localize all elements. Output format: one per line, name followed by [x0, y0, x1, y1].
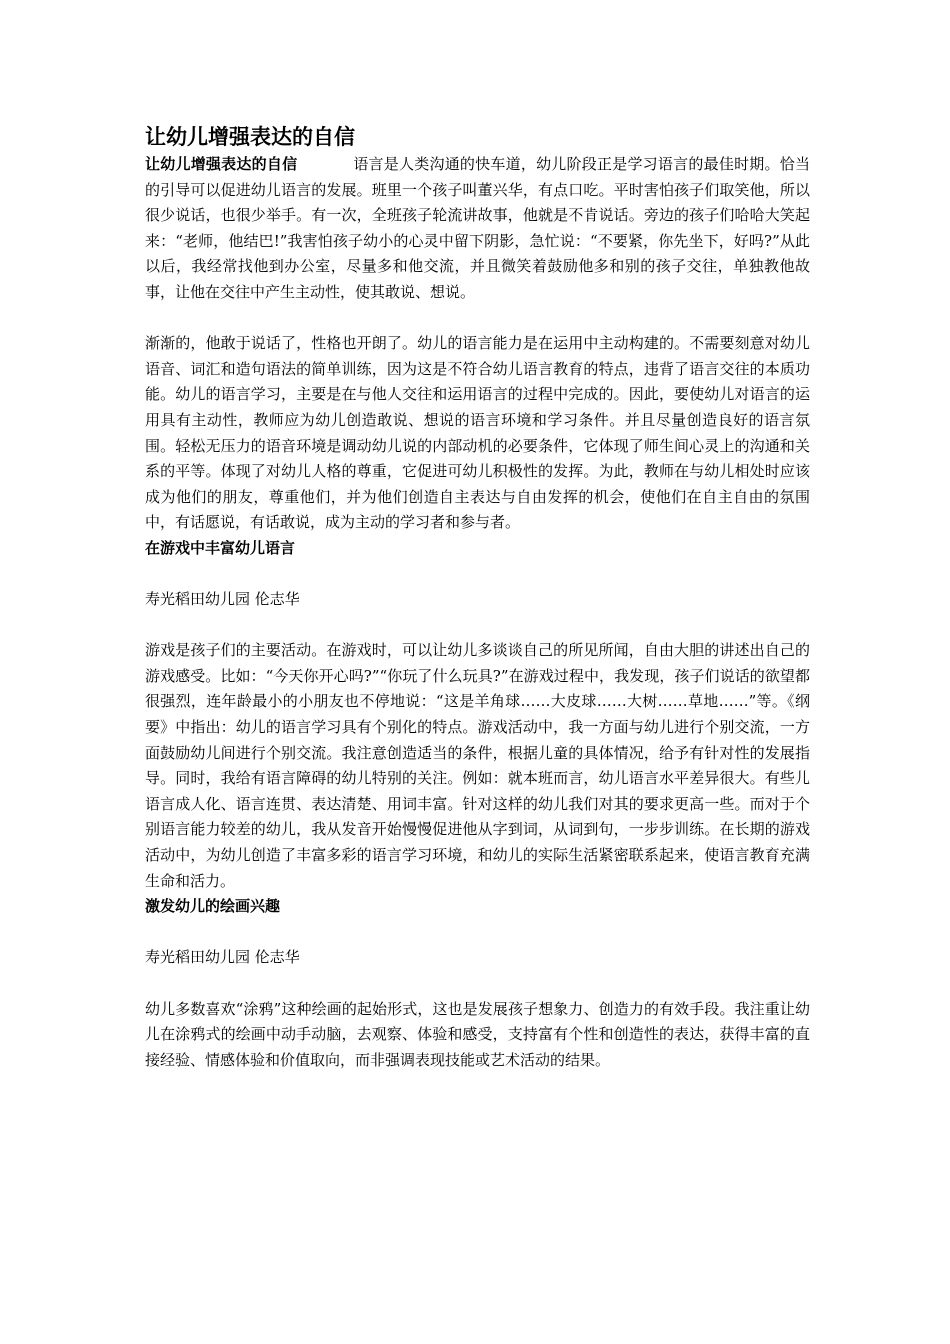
section-author-games: 寿光稻田幼儿园 伦志华: [145, 590, 300, 609]
section-body-drawing: 幼儿多数喜欢“涂鸦”这种绘画的起始形式，这也是发展孩子想象力、创造力的有效手段。我注重让幼儿在涂鸦式的绘画中动手动脑，去观察、体验和感受，支持富有个性和创造性的表达，获得丰富的直接经验、情感体验和价值取向，而非强调表现技能或艺术活动的结果。: [145, 999, 810, 1069]
section-author-drawing: 寿光稻田幼儿园 伦志华: [145, 948, 300, 967]
document-title: 让幼儿增强表达的自信: [145, 125, 355, 149]
section-heading-games: 在游戏中丰富幼儿语言: [145, 538, 296, 557]
section-body-games: 游戏是孩子们的主要活动。在游戏时，可以让幼儿多谈谈自己的所见所闻，自由大胆的讲述出自己的游戏感受。比如：“今天你开心吗?”“你玩了什么玩具?”在游戏过程中，我发现，孩子们说话的欲望都很强烈，连年龄最小的小朋友也不停地说：“这是羊角球……大皮球……大树……草地……”等。《纲要》中指出：幼儿的语言学习具有个别化的特点。游戏活动中，我一方面与幼儿进行个别交流，一方面鼓励幼儿间进行个别交流。我注意创造适当的条件，根据儿童的具体情况，给予有针对性的发展指导。同时，我给有语言障碍的幼儿特别的关注。例如：就本班而言，幼儿语言水平差异很大。有些儿语言成人化、语言连贯、表达清楚、用词丰富。针对这样的幼儿我们对其的要求更高一些。而对于个别语言能力较差的幼儿，我从发音开始慢慢促进他从字到词，从词到句，一步步训练。在长期的游戏活动中，为幼儿创造了丰富多彩的语言学习环境，和幼儿的实际生活紧密联系起来，使语言教育充满生命和活力。: [145, 641, 810, 890]
intro-paragraph-2: 渐渐的，他敢于说话了，性格也开朗了。幼儿的语言能力是在运用中主动构建的。不需要刻意对幼儿语音、词汇和造句语法的简单训练，因为这是不符合幼儿语言教育的特点，违背了语言交往的本质功能。幼儿的语言学习，主要是在与他人交往和运用语言的过程中完成的。因此，要使幼儿对语言的运用具有主动性，教师应为幼儿创造敢说、想说的语言环境和学习条件。并且尽量创造良好的语言氛围。轻松无压力的语音环境是调动幼儿说的内部动机的必要条件，它体现了师生间心灵上的沟通和关系的平等。体现了对幼儿人格的尊重，它促进可幼儿积极性的发挥。为此，教师在与幼儿相处时应该成为他们的朋友，尊重他们，并为他们创造自主表达与自由发挥的机会，使他们在自主自由的氛围中，有话愿说，有话敢说，成为主动的学习者和参与者。: [145, 334, 810, 532]
intro-paragraph-1-text: 语言是人类沟通的快车道，幼儿阶段正是学习语言的最佳时期。恰当的引导可以促进幼儿语言的发展。班里一个孩子叫董兴华，有点口吃。平时害怕孩子们取笑他，所以很少说话，也很少举手。有一次，全班孩子轮流讲故事，他就是不肯说话。旁边的孩子们哈哈大笑起来：“老师，他结巴!”我害怕孩子幼小的心灵中留下阴影，急忙说：“不要紧，你先坐下，好吗?”从此以后，我经常找他到办公室，尽量多和他交流，并且微笑着鼓励他多和别的孩子交往，单独教他故事，让他在交往中产生主动性，使其敢说、想说。: [145, 155, 810, 301]
section-heading-drawing: 激发幼儿的绘画兴趣: [145, 897, 281, 916]
document-page: [145, 122, 810, 1073]
intro-lead-title: 让幼儿增强表达的自信: [145, 155, 298, 173]
intro-paragraph-1: [145, 152, 810, 306]
